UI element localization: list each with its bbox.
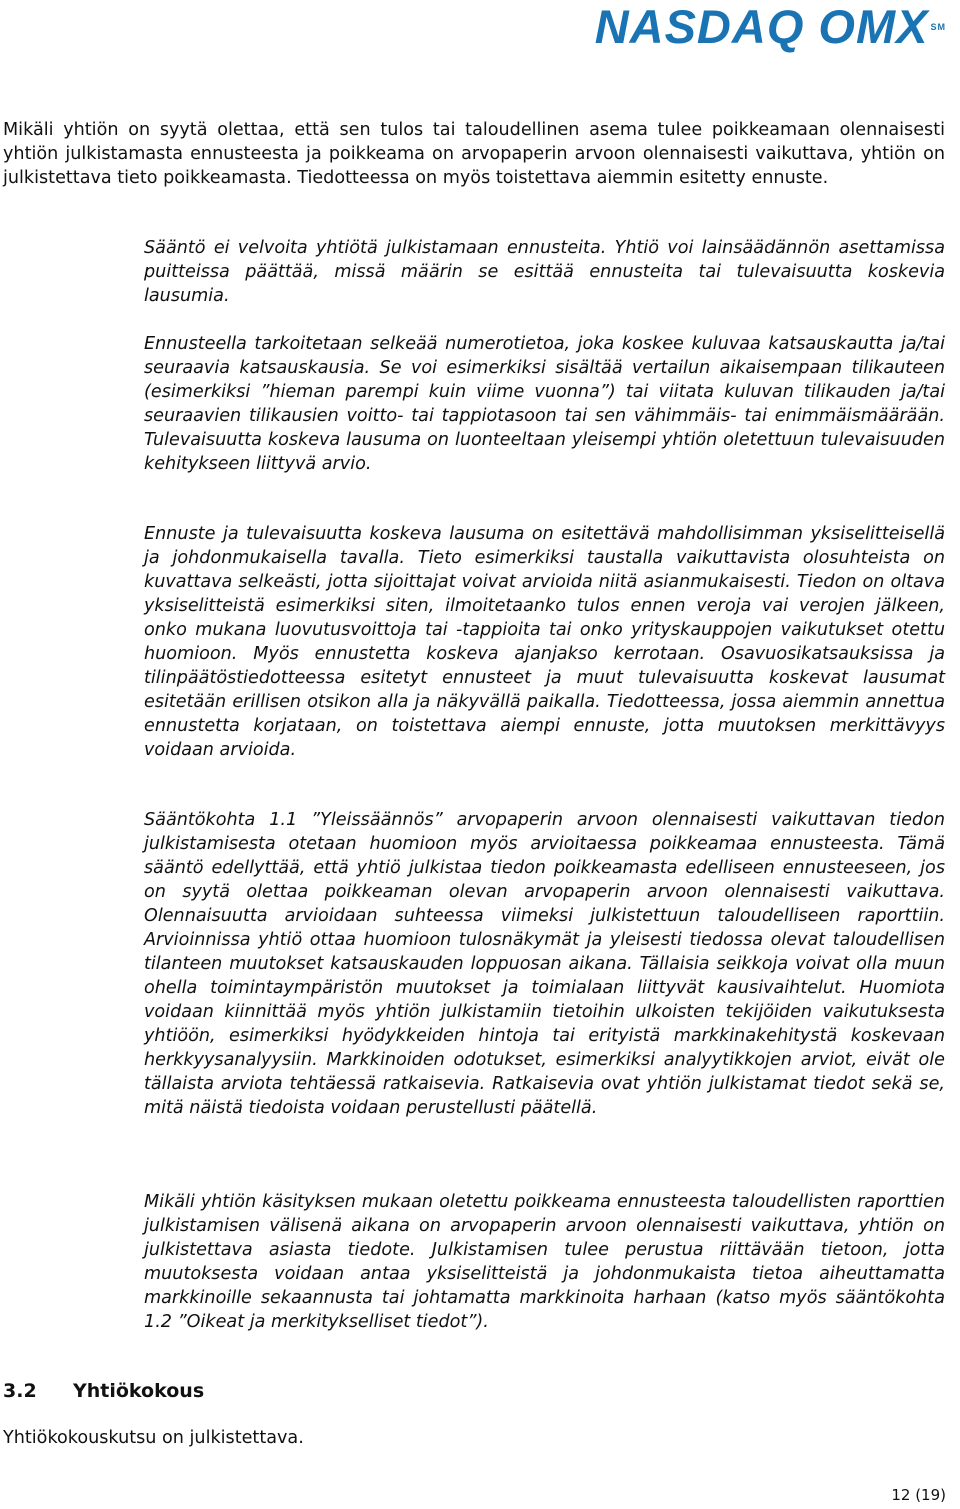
page-number: 12 (19) bbox=[891, 1486, 946, 1504]
guidance-paragraph-4: Sääntökohta 1.1 ”Yleissäännös” arvopaperin arvoon olennaisesti vaikuttavan tiedon julkistamisesta otetaan huomioon myös arvioitaessa poikkeamaa ennusteesta. Tämä sääntö edellyttää, että yhtiö julkistaa tiedon poikkeamasta edelliseen ennusteeseen, jos on syytä olettaa poikkeaman olevan arvopaperin arvoon olennaisesti vaikuttava. Olennaisuutta arvioidaan suhteessa viimeksi julkistettuun taloudelliseen raporttiin. Arvioinnissa yhtiö ottaa huomioon tulosnäkymät ja yleisesti tiedossa olevat taloudellisen tilanteen muutokset katsauskauden loppuosan aikana. Tällaisia seikkoja voivat olla muun ohella toimintaympäristön muutokset ja toimialaan liittyvät kausivaihtelut. Huomiota voidaan kiinnittää myös yhtiön julkistamiin tietoihin ulkoisten tekijöiden vaikutuksesta yhtiöön, esimerkiksi hyödykkeiden hintoja tai erityistä markkinakehitystä koskevaan herkkyysanalyysiin. Markkinoiden odotukset, esimerkiksi analyytikkojen arviot, eivät ole tällaista arviota tehtäessä ratkaisevia. Ratkaisevia ovat yhtiön julkistamat tiedot sekä se, mitä näistä tiedoista voidaan perustellusti päätellä. bbox=[144, 810, 945, 1118]
section-number: 3.2 bbox=[3, 1380, 37, 1402]
guidance-paragraph-1: Sääntö ei velvoita yhtiötä julkistamaan ennusteita. Yhtiö voi lainsäädännön asettamissa puitteissa päättää, missä määrin se esittää ennusteita tai tulevaisuutta koskevia lausumia. bbox=[144, 238, 945, 306]
intro-paragraph: Mikäli yhtiön on syytä olettaa, että sen tulos tai taloudellinen asema tulee poikkeamaan olennaisesti yhtiön julkistamasta ennusteesta ja poikkeama on arvopaperin arvoon olennaisesti vaikuttava, yhtiön on julkistettava tieto poikkeamasta. Tiedotteessa on myös toistettava aiemmin esitetty ennuste. bbox=[3, 120, 945, 188]
logo-service-mark: SM bbox=[930, 22, 946, 32]
section-title: Yhtiökokous bbox=[73, 1380, 205, 1402]
logo-text: NASDAQ OMX bbox=[594, 0, 929, 53]
guidance-paragraph-5: Mikäli yhtiön käsityksen mukaan oletettu poikkeama ennusteesta taloudellisten raporttien julkistamisen välisenä aikana on arvopaperin arvoon olennaisesti vaikuttava, yhtiön on julkistettava asiasta tiedote. Julkistamisen tulee perustua riittävään tietoon, jotta muutoksesta voidaan antaa yksiselitteistä ja johdonmukaista tietoa aiheuttamatta markkinoille sekaannusta tai johtamatta markkinoita harhaan (katso myös sääntökohta 1.2 ”Oikeat ja merkitykselliset tiedot”). bbox=[144, 1192, 945, 1332]
section-text: Yhtiökokouskutsu on julkistettava. bbox=[3, 1428, 304, 1448]
guidance-paragraph-3: Ennuste ja tulevaisuutta koskeva lausuma on esitettävä mahdollisimman yksiselitteisellä ja johdonmukaisella tavalla. Tieto esimerkiksi taustalla vaikuttavista olosuhteista on kuvattava selkeästi, jotta sijoittajat voivat arvioida niitä asianmukaisesti. Tiedon on oltava yksiselitteistä esimerkiksi siten, ilmoitetaanko tulos ennen veroja vai verojen jälkeen, onko mukana luovutusvoittoja tai -tappioita tai onko yrityskauppojen vaikutukset otettu huomioon. Myös ennustetta koskeva ajanjakso kerrotaan. Osavuosikatsauksissa ja tilinpäätöstiedotteessa esitetyt ennusteet ja muut tulevaisuutta koskevat lausumat esitetään erillisen otsikon alla ja näkyvällä paikalla. Tiedotteessa, jossa aiemmin annettua ennustetta korjataan, on toistettava aiempi ennuste, jotta muutoksen merkittävyys voidaan arvioida. bbox=[144, 524, 945, 760]
guidance-paragraph-2: Ennusteella tarkoitetaan selkeää numerotietoa, joka koskee kuluvaa katsauskautta ja/tai seuraavia katsauskausia. Se voi esimerkiksi sisältää vertailun aikaisempaan tilikauteen (esimerkiksi ”hieman parempi kuin viime vuonna”) tai viitata kuluvan tilikauden ja/tai seuraavien tilikausien voitto- tai tappiotasoon tai sen vähimmäis- tai enimmäismäärään. Tulevaisuutta koskeva lausuma on luonteeltaan yleisempi yhtiön oletettuun tulevaisuuden kehitykseen liittyvä arvio. bbox=[144, 334, 945, 474]
section-heading bbox=[3, 1380, 204, 1402]
nasdaq-omx-logo bbox=[595, 2, 946, 52]
